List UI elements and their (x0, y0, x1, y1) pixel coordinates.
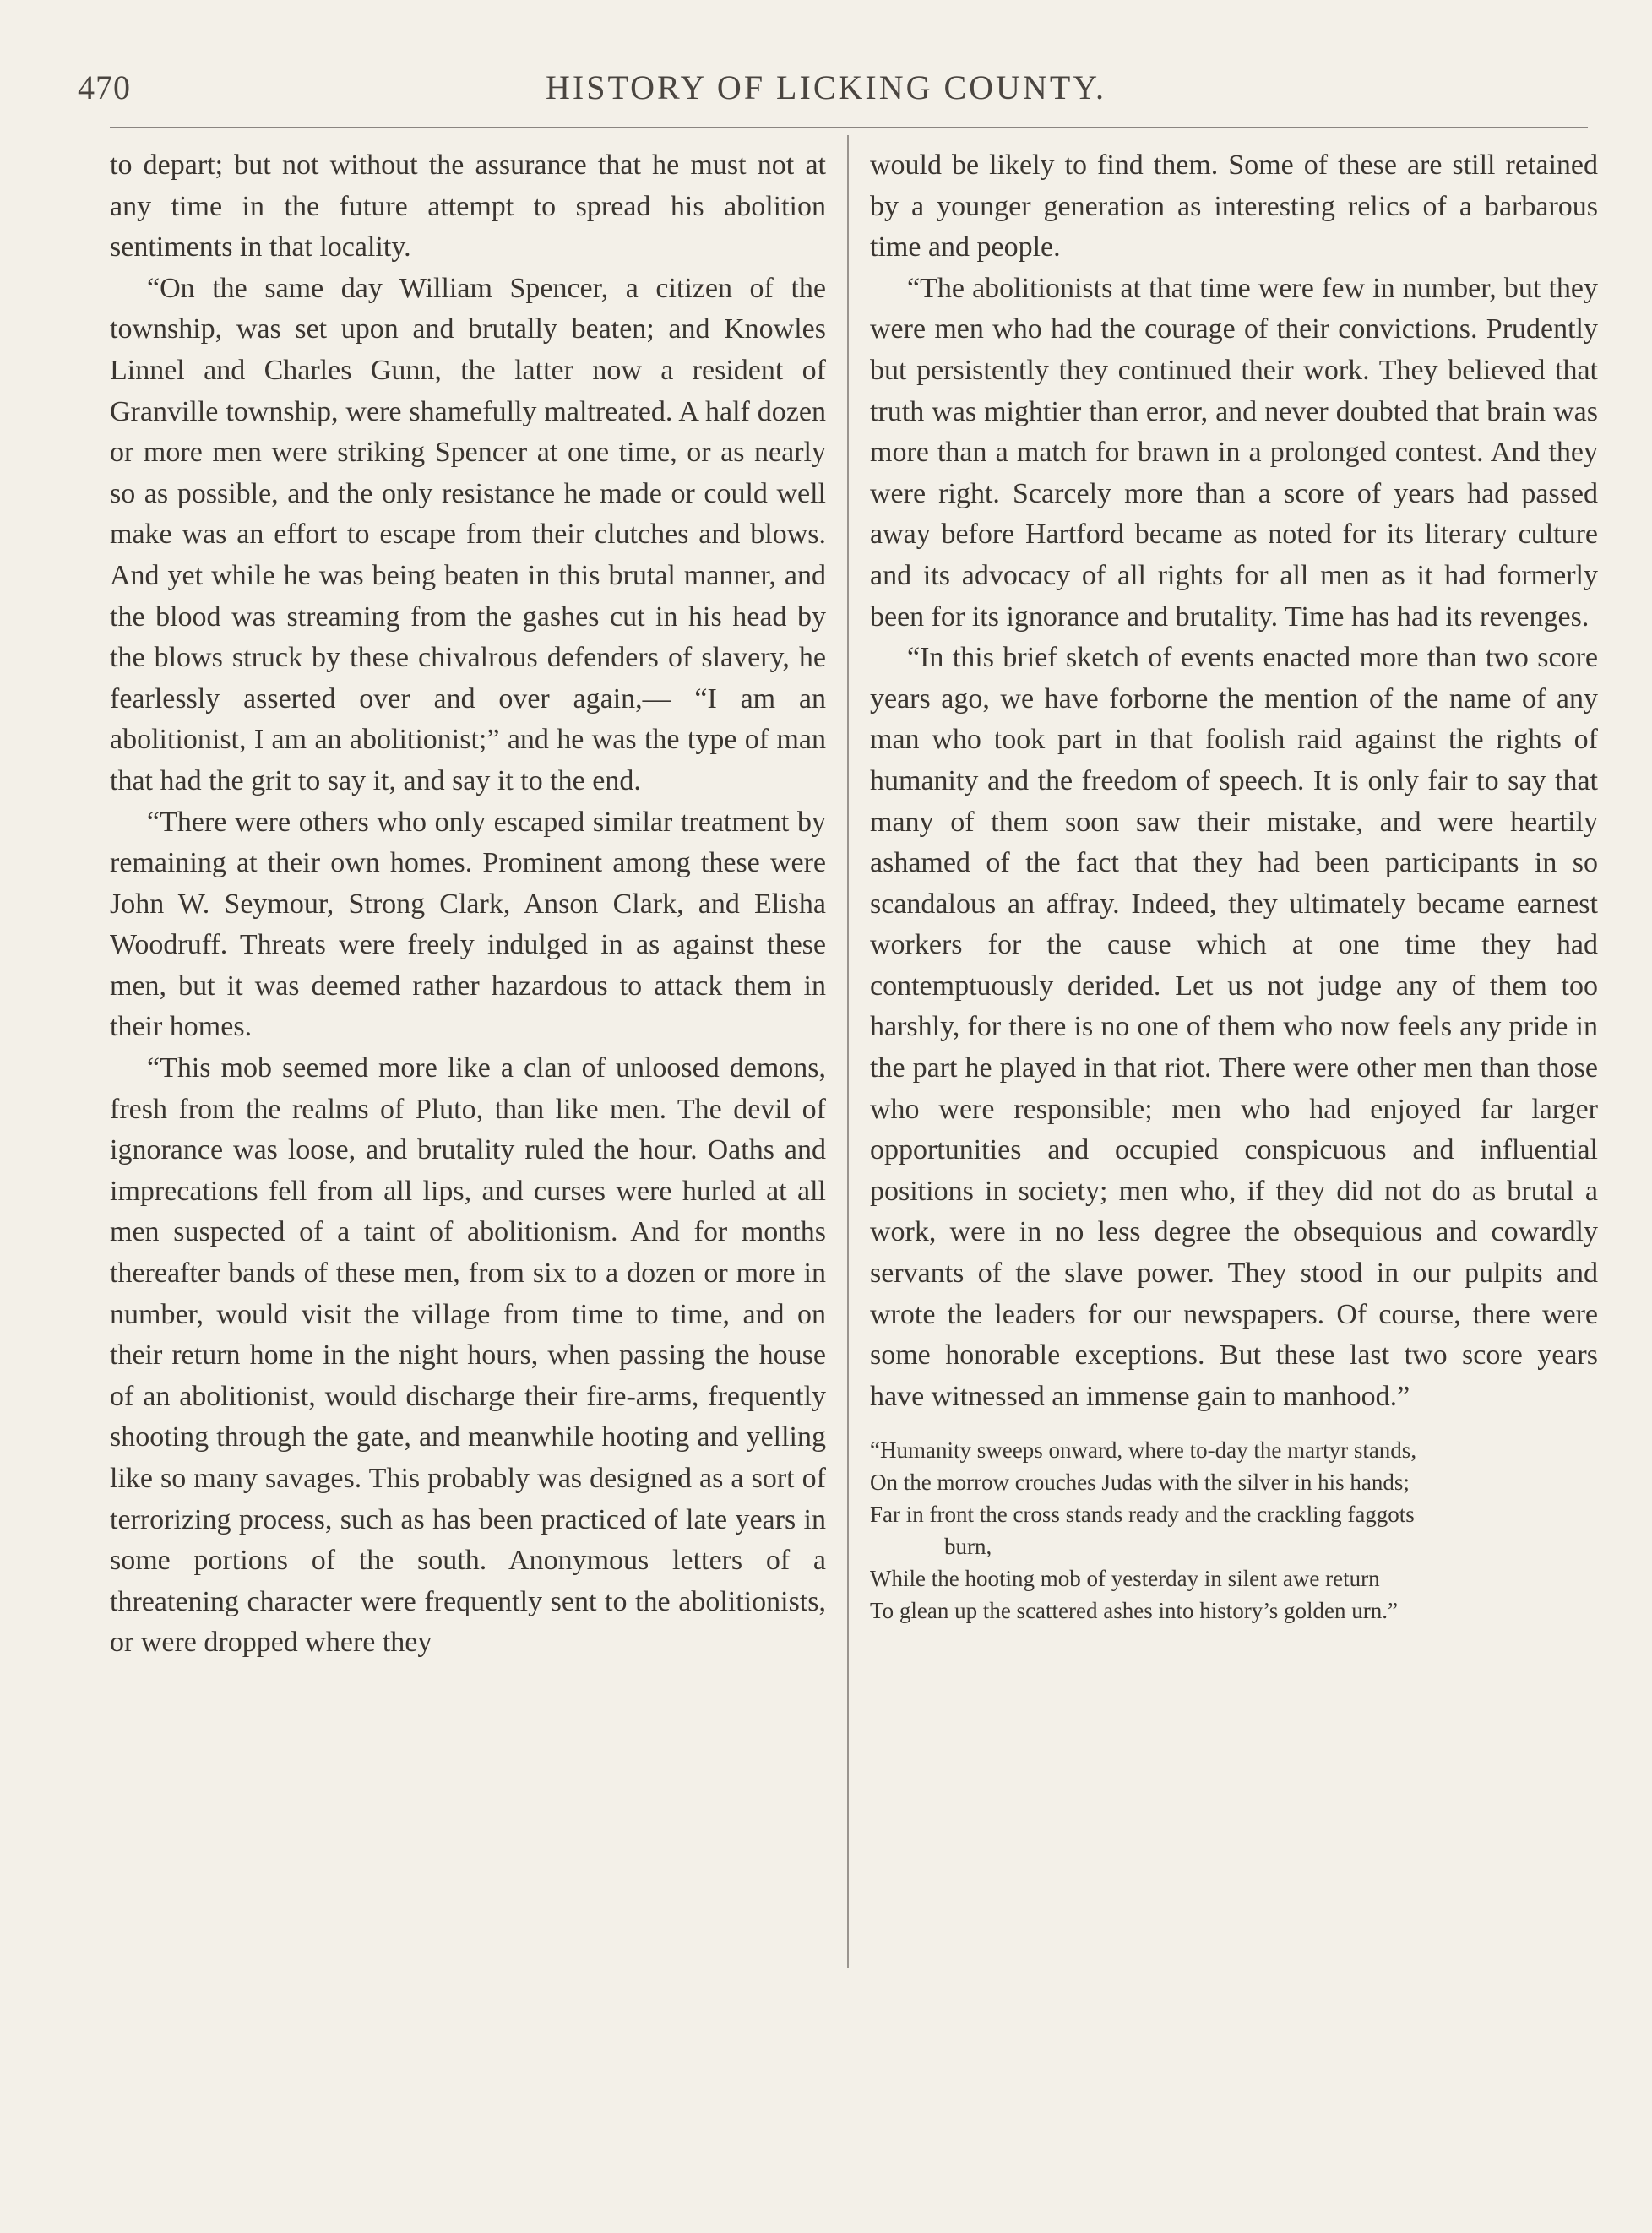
paragraph: “In this brief sketch of events enacted more than two score years ago, we have forborne the mention of the name of any man who took part in that foolish raid against the rights of humanity and the freedom of speech. It is only fair to say that many of them soon saw their mistake, and were heartily ashamed of the fact that they had been participants in so scandalous an affray. Indeed, they ultimately became earnest workers for the cause which at one time they had contemptuously derided. Let us not judge any of them too harshly, for there is no one of them who now feels any pride in the part he played in that riot. There were other men than those who were responsible; men who had enjoyed far larger opportunities and occupied conspicuous and influential positions in society; men who, if they did not do as brutal a work, were in no less degree the obsequious and cowardly servants of the slave power. They stood in our pulpits and wrote the leaders for our newspapers. Of course, there were some honorable exceptions. But these last two score years have witnessed an immense gain to manhood.” (870, 642, 1598, 1412)
poem-line: While the hooting mob of yesterday in silent awe return (870, 1566, 1380, 1592)
paragraph: “This mob seemed more like a clan of unloosed demons, fresh from the realms of Pluto, than like men. The devil of ignorance was loose, and brutality ruled the hour. Oaths and imprecations fell from all lips, and curses were hurled at all men suspected of a taint of abolitionism. And for months thereafter bands of these men, from six to a dozen or more in number, would visit the village from time to time, and on their return home in the night hours, when passing the house of an abolitionist, would discharge their fire-arms, frequently shooting through the gate, and meanwhile hooting and yelling like so many savages. This probably was designed as a sort of terrorizing process, such as has been practiced of late years in some portions of the south. Anonymous letters of a threatening character were frequently sent to the abolitionists, or were dropped where they (110, 1052, 826, 1659)
running-head-title: HISTORY OF LICKING COUNTY. (546, 68, 1106, 106)
poem-line: To glean up the scattered ashes into history’s golden urn.” (870, 1598, 1398, 1624)
paragraph: “The abolitionists at that time were few in number, but they were men who had the courage of their convictions. Prudently but persistently they continued their work. They believed that truth was mightier than error, and never doubted that brain was more than a match for brawn in a prolonged contest. And they were right. Scarcely more than a score of years had passed away before Hartford became as noted for its literary culture and its advocacy of all rights for all men as it had formerly been for its ignorance and brutality. Time has had its revenges. (870, 272, 1598, 633)
paragraph: would be likely to find them. Some of these are still retained by a younger generation as interesting relics of a barbarous time and people. (870, 149, 1598, 264)
paragraph: to depart; but not without the assurance that he must not at any time in the future attempt to spread his abolition sentiments in that locality. (110, 149, 826, 264)
poem-quotation (870, 1434, 1598, 1627)
poem-line: Far in front the cross stands ready and the crackling faggots (870, 1502, 1415, 1528)
column-divider (847, 135, 849, 1968)
right-column (870, 145, 1598, 1627)
header-rule (110, 127, 1588, 128)
paragraph: “There were others who only escaped similar treatment by remaining at their own homes. Prominent among these were John W. Seymour, Strong Clark, Anson Clark, and Elisha Woodruff. Threats were freely indulged in as against these men, but it was deemed rather hazardous to attack them in their homes. (110, 806, 826, 1043)
page-number: 470 (78, 68, 131, 106)
poem-line: “Humanity sweeps onward, where to-day the martyr stands, (870, 1437, 1417, 1464)
poem-line: On the morrow crouches Judas with the silver in his hands; (870, 1470, 1410, 1496)
paragraph: “On the same day William Spencer, a citizen of the township, was set upon and brutally beaten; and Knowles Linnel and Charles Gunn, the latter now a resident of Granville township, were shamefully maltreated. A half dozen or more men were striking Spencer at one time, or as nearly so as possible, and the only resistance he made or could well make was an effort to escape from their clutches and blows. And yet while he was being beaten in this brutal manner, and the blood was streaming from the gashes cut in his head by the blows struck by these chivalrous defenders of slavery, he fearlessly asserted over and over again,— “I am an abolitionist, I am an abolitionist;” and he was the type of man that had the grit to say it, and say it to the end. (110, 272, 826, 796)
left-column (110, 145, 826, 1664)
poem-line: burn, (944, 1534, 992, 1560)
